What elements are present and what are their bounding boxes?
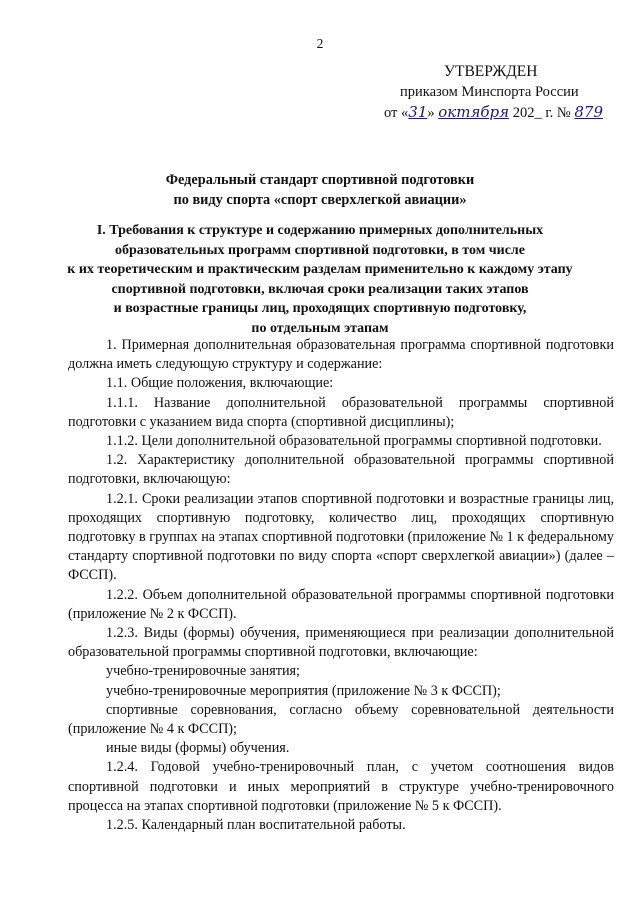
paragraph: иные виды (формы) обучения. <box>106 740 290 757</box>
date-mid: » <box>427 105 439 121</box>
paragraph: учебно-тренировочные мероприятия (приложение № 3 к ФССП); <box>106 682 501 699</box>
section-line-4: спортивной подготовки, включая сроки реализации таких этапов <box>111 281 529 297</box>
page-number: 2 <box>316 36 324 51</box>
paragraph: 1.2.1. Сроки реализации этапов спортивной подготовки и возрастные границы лиц, проходящих спортивную подготовку, количество лиц, проходящих спортивную подготовку в группах на этапах спортивной подготовки (приложение № 1 к федеральному стандарту спортивной подготовки по виду спорта «спорт сверхлегкой авиации») (далее – ФССП). <box>68 490 614 584</box>
paragraph: 1. Примерная дополнительная образовательная программа спортивной подготовки должна иметь следующую структуру и содержание: <box>68 337 614 373</box>
approval-date-line <box>384 102 614 123</box>
section-line-3: к их теоретическим и практическим разделам применительно к каждому этапу <box>67 262 573 278</box>
paragraph: спортивные соревнования, согласно объему соревновательной деятельности (приложение № 4 к ФССП); <box>68 701 614 738</box>
title-line-2: по виду спорта «спорт сверхлегкой авиации» <box>173 192 467 208</box>
paragraph: 1.1.2. Цели дополнительной образовательной программы спортивной подготовки. <box>106 433 602 450</box>
date-day-handwritten: 31 <box>408 103 428 121</box>
paragraph: 1.2.2. Объем дополнительной образовательной программы спортивной подготовки (приложение № 2 к ФССП). <box>68 586 614 622</box>
date-year: 202_ г. № <box>509 105 575 121</box>
section-line-6: по отдельным этапам <box>251 320 389 336</box>
section-line-2: образовательных программ спортивной подготовки, в том числе <box>115 242 525 258</box>
section-line-5: и возрастные границы лиц, проходящих спортивную подготовку, <box>113 301 527 317</box>
title-line-1: Федеральный стандарт спортивной подготовки <box>165 172 475 188</box>
section-heading <box>64 221 576 339</box>
paragraph: 1.1.1. Название дополнительной образовательной программы спортивной подготовки с указанием вида спорта (спортивной дисциплины); <box>68 394 614 430</box>
approval-block <box>384 62 614 123</box>
paragraph: 1.1. Общие положения, включающие: <box>106 375 334 392</box>
approval-title: УТВЕРЖДЕН <box>444 63 538 80</box>
document-title <box>60 170 580 210</box>
order-number-handwritten: 879 <box>574 103 604 121</box>
section-line-1: I. Требования к структуре и содержанию примерных дополнительных <box>96 223 544 238</box>
date-prefix: от « <box>384 105 409 121</box>
paragraph: 1.2.4. Годовой учебно-тренировочный план, с учетом соотношения видов спортивной подготовки и иных мероприятий в структуре учебно-тренировочного процесса на этапах спортивной подготовки (приложение № 5 к ФССП). <box>68 759 614 814</box>
date-month-handwritten: октября <box>438 103 510 121</box>
paragraph: 1.2. Характеристику дополнительной образовательной программы спортивной подготовки, включающую: <box>68 452 614 488</box>
paragraph: учебно-тренировочные занятия; <box>106 663 301 680</box>
document-body <box>68 336 614 835</box>
paragraph: 1.2.5. Календарный план воспитательной работы. <box>106 817 406 834</box>
paragraph: 1.2.3. Виды (формы) обучения, применяющиеся при реализации дополнительной образовательной программы спортивной подготовки, включающие: <box>68 625 614 661</box>
approval-order: приказом Минспорта России <box>400 84 579 100</box>
